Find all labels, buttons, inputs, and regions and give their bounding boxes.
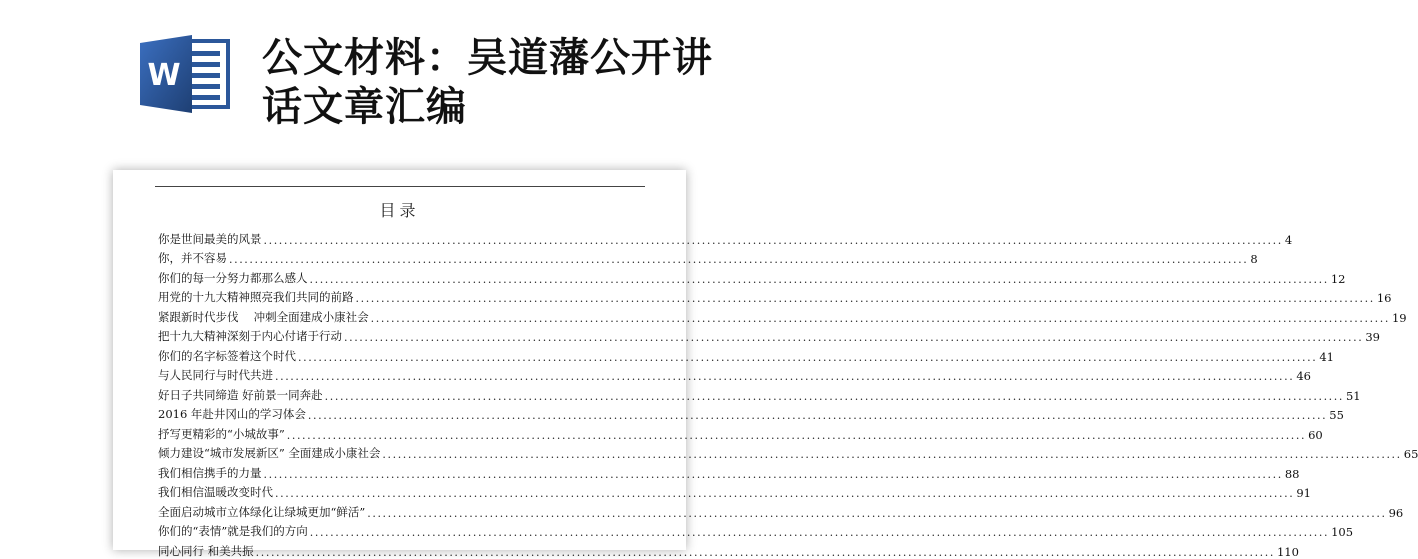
toc-leader-dots: ........................................................................................................................................................................................................ — [307, 409, 1328, 422]
toc-entry-title: 你们的“表情”就是我们的方向 — [158, 524, 308, 538]
toc-heading: 目录 — [379, 201, 420, 220]
toc-leader-dots: ........................................................................................................................................................................................................ — [355, 292, 1375, 305]
toc-leader-dots: ........................................................................................................................................................................................................ — [367, 506, 1387, 520]
toc-entry-title: 你们的每一分努力都那么感人 — [158, 270, 308, 285]
toc-entry-page: 39 — [1365, 330, 1380, 344]
toc-leader-dots: ........................................................................................................................................................................................................ — [263, 233, 1283, 247]
toc-entry-page: 96 — [1388, 505, 1404, 520]
toc-entry-page: 110 — [1276, 544, 1299, 559]
toc-entry-page: 88 — [1284, 466, 1300, 481]
toc-entry[interactable] — [158, 461, 1300, 481]
toc-entry-page: 51 — [1345, 388, 1361, 403]
toc-entry-page: 60 — [1308, 427, 1323, 442]
toc-entry-page: 91 — [1296, 486, 1311, 500]
word-icon — [140, 33, 232, 115]
toc-entry[interactable] — [158, 520, 1354, 540]
toc-entry-title: 我们相信温暖改变时代 — [158, 485, 273, 499]
toc-leader-dots: ........................................................................................................................................................................................................ — [324, 389, 1344, 403]
toc-entry-title: 好日子共同缔造 好前景一同奔赴 — [158, 387, 323, 402]
toc-entry[interactable] — [158, 325, 1380, 345]
toc-entry[interactable] — [158, 539, 1299, 559]
document-page — [113, 170, 1418, 559]
toc-leader-dots: ........................................................................................................................................................................................................ — [344, 331, 1364, 344]
header-rule — [155, 186, 645, 187]
toc-leader-dots: ........................................................................................................................................................................................................ — [309, 526, 1330, 539]
toc-entry-title: 用党的十九大精神照亮我们共同的前路 — [158, 290, 354, 304]
toc-entry-title: 与人民同行与时代共进 — [158, 368, 273, 382]
toc-leader-dots: ........................................................................................................................................................................................................ — [309, 272, 1329, 286]
toc-entry-title: 紧跟新时代步伐 冲刺全面建成小康社会 — [158, 309, 369, 324]
toc-leader-dots: ........................................................................................................................................................................................................ — [286, 428, 1307, 442]
toc-leader-dots: ........................................................................................................................................................................................................ — [229, 253, 1249, 266]
toc-entry-title: 倾力建设“城市发展新区” 全面建成小康社会 — [158, 446, 381, 460]
toc-entry[interactable] — [158, 344, 1334, 364]
toc-entry-title: 把十九大精神深刻于内心付诸于行动 — [158, 329, 342, 343]
toc-entry[interactable] — [158, 266, 1346, 286]
toc-leader-dots: ........................................................................................................................................................................................................ — [255, 545, 1275, 559]
toc-entry-page: 19 — [1391, 310, 1407, 325]
toc-entry-page: 65 — [1403, 447, 1418, 461]
toc-entry-page: 12 — [1330, 271, 1346, 286]
toc-entry[interactable] — [158, 500, 1404, 520]
toc-entry[interactable] — [158, 305, 1407, 325]
toc-entry[interactable] — [158, 403, 1344, 423]
toc-leader-dots: ........................................................................................................................................................................................................ — [298, 350, 1318, 364]
toc-entry[interactable] — [158, 286, 1392, 306]
toc-entry-title: 你，并不容易 — [158, 251, 227, 265]
page-title: 公文材料：吴道藩公开讲话文章汇编 — [262, 35, 713, 130]
toc-entry-page: 46 — [1296, 369, 1311, 383]
toc-entry-title: 同心同行 和美共振 — [158, 543, 254, 558]
toc-leader-dots: ........................................................................................................................................................................................................ — [263, 467, 1283, 481]
toc-entry-page: 55 — [1329, 408, 1344, 422]
toc-entry-page: 8 — [1250, 252, 1258, 266]
toc-leader-dots: ........................................................................................................................................................................................................ — [275, 487, 1295, 500]
toc-entry-page: 105 — [1331, 525, 1354, 539]
toc-list — [158, 227, 1418, 559]
toc-entry[interactable] — [158, 383, 1361, 403]
toc-entry[interactable] — [158, 247, 1258, 267]
word-icon-letter: W — [147, 58, 181, 93]
toc-entry-title: 抒写更精彩的“小城故事” — [158, 426, 285, 441]
toc-entry[interactable] — [158, 481, 1311, 501]
toc-entry-page: 16 — [1376, 291, 1392, 305]
toc-leader-dots: ........................................................................................................................................................................................................ — [382, 448, 1402, 461]
toc-entry-page: 41 — [1319, 349, 1334, 364]
toc-entry-title: 全面启动城市立体绿化让绿城更加“鲜活” — [158, 504, 366, 519]
toc-entry[interactable] — [158, 364, 1311, 384]
toc-entry[interactable] — [158, 422, 1323, 442]
toc-entry-title: 我们相信携手的力量 — [158, 465, 262, 480]
toc-leader-dots: ........................................................................................................................................................................................................ — [370, 311, 1390, 325]
toc-entry[interactable] — [158, 442, 1418, 462]
toc-entry-title: 你们的名字标签着这个时代 — [158, 348, 296, 363]
toc-entry-page: 4 — [1284, 232, 1293, 247]
toc-leader-dots: ........................................................................................................................................................................................................ — [275, 370, 1295, 383]
toc-entry-title: 2016 年赴井冈山的学习体会 — [158, 407, 306, 421]
toc-entry[interactable] — [158, 227, 1293, 247]
toc-entry-title: 你是世间最美的风景 — [158, 231, 262, 246]
